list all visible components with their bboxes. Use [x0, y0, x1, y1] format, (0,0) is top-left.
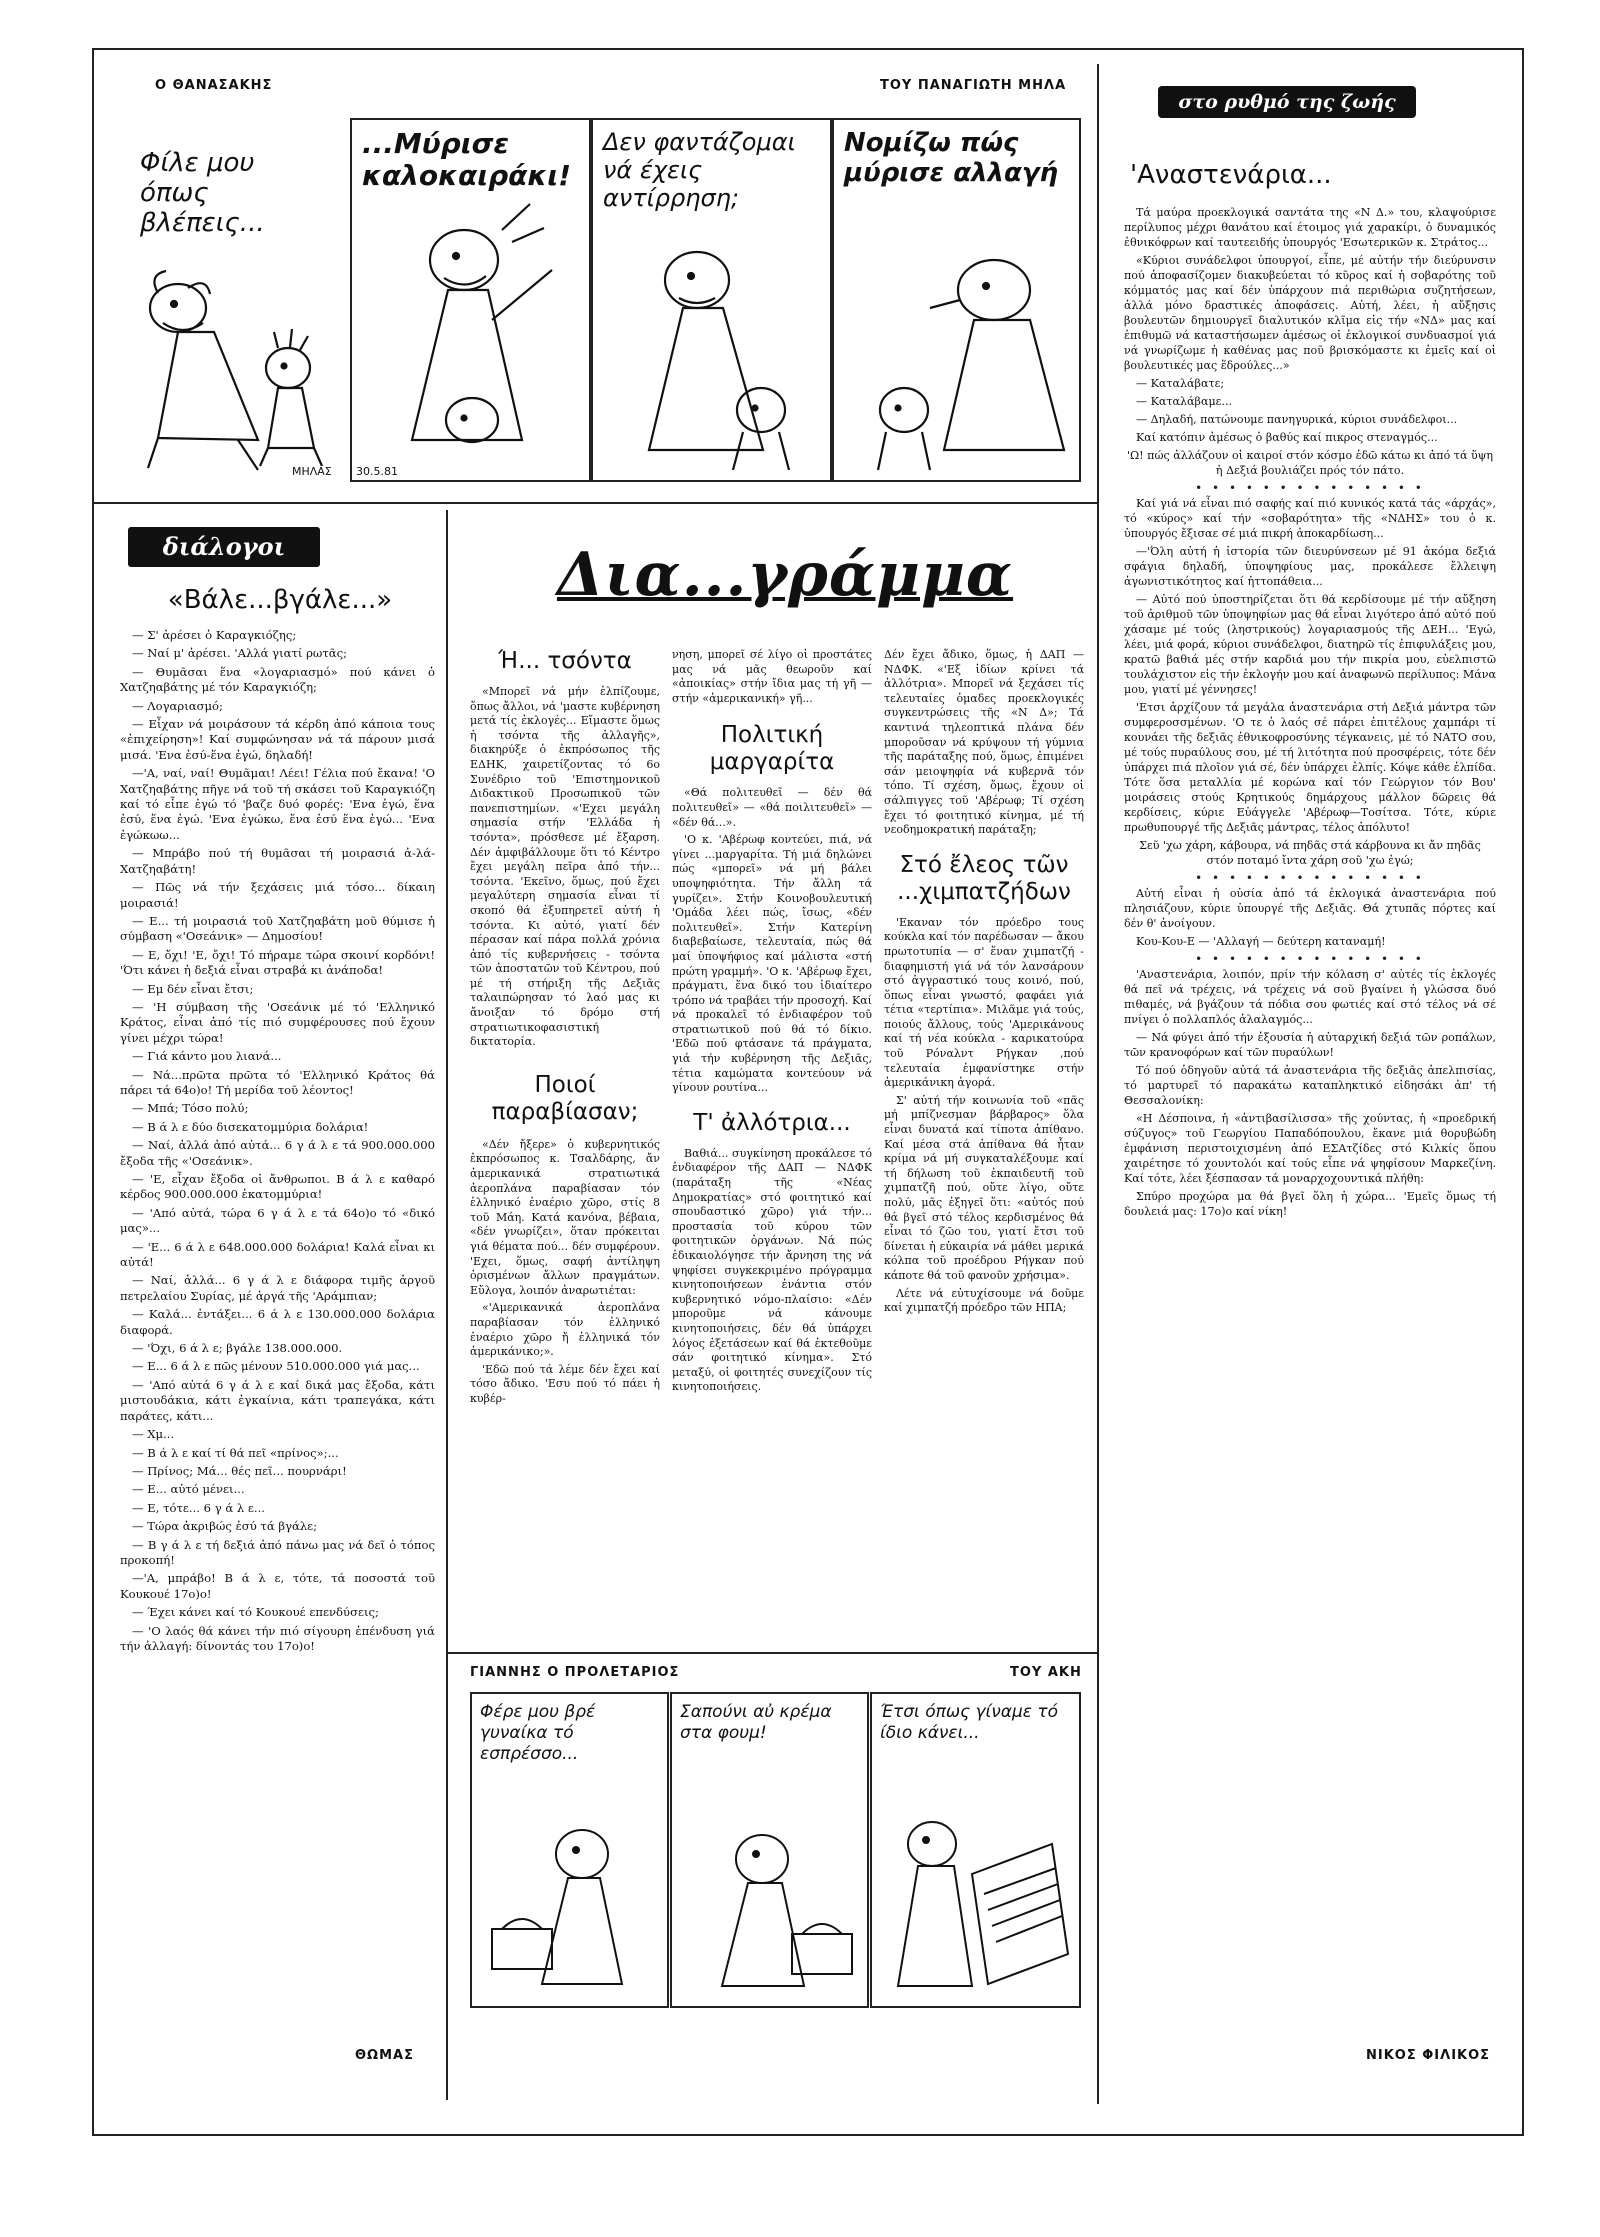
dialogue-line: — Μπά; Τόσο πολύ;	[132, 1101, 249, 1116]
top-strip-date: 30.5.81	[356, 465, 398, 478]
article-paragraph: Δέν ἔχει ἄδικο, ὅμως, ἡ ΔΑΠ — ΝΔΦΚ. «'Εξ ἰδίων κρίνει τά ἀλλότρια». Μπορεῖ νά ξεχάσει τίς τελευταίες ὁμαδες προεκλογικές συγκεντρώσεις τῆς «Ν Δ»; Τά καντινά τηλεοπτικά πλάνα δέν μποροῦσαν νά κρύψουν τή γύμνια τῆς παράταξης πού, ὅμως, ἐπιμένει σάν μειοψηφία νά κυβερνᾶ τόν τόπο. Τί σχέση, ὅμως, ἔχουν οἱ σάλπιγγες τοῦ 'Αβέρωφ; Τί σχέση ἔχει τό φοιτητικό κίνημα, μέ τή νεοδημοκρατική παράταξη;	[884, 648, 1084, 837]
man-with-child-figure-a	[352, 120, 589, 480]
bottom-strip-bubble-2: Σαπούνι αὐ κρέμα στα φουμ!	[680, 1702, 832, 1743]
article-paragraph: 'Εκαναν τόν πρόεδρο τους κούκλα καί τόν παρέδωσαν — ἄκου πρωτοτυπία — σ' ἕναν χιμπατζή - διαφημιστή γιά νά τόν λανσάρουν στό ἀγγραστικό τους κοινό, πού, ὅπως εἶναι γνωστό, φαφάει γιά τέτια «τερτίπια». Μιλᾶμε γιά τούς, ποιούς ἄλλους, τούς 'Αμερικάνους καί τή νέα κούκλα - καρικατούρα τοῦ Ρόναλντ Ρήγκαν ,πού τελευταία ἐμφανίστηκε στήν ἀμερικάνικη ἀγορά.	[884, 915, 1084, 1090]
bottom-strip-divider	[448, 1652, 1097, 1654]
subheading: Στό ἔλεος τῶν ...χιμπατζήδων	[897, 851, 1071, 905]
dialogue-line: — Ε... τή μοιρασιά τοῦ Χατζηαβάτη μοῦ θύμισε ἡ σύμβαση «'Οσεάνικ» — Δημοσίου!	[120, 913, 435, 944]
right-poem-2: Σεῦ 'χω χάρη, κάβουρα, νά πηδᾶς στά κάρβουνα κι ἄν πηδᾶς στόν ποταμό ἴντα χάρη σοῦ 'χω ἐγώ;	[1139, 839, 1481, 867]
dialogue-line: — Ναί, ἀλλά ἀπό αὐτά... 6 γ ά λ ε τά 900.000.000 ἔξοδα τῆς «'Οσεάνικ».	[120, 1138, 435, 1168]
dialogue-line: — Β γ ά λ ε τή δεξιά ἀπό πάνω μας νά δεῖ ὁ τόπος προκοπή!	[120, 1537, 435, 1567]
man-at-sink-figure	[472, 1694, 667, 2006]
dialogue-line: — Ναί, ἀλλά... 6 γ ά λ ε διάφορα τιμῆς ἀργοῦ πετρελαίου Συρίας, μέ ἀργά τῆς 'Αράμπιαν;	[120, 1273, 435, 1303]
dialogue-line: — Β ά λ ε δύο δισεκατομμύρια δολάρια!	[132, 1119, 369, 1134]
article-paragraph: «Μπορεῖ νά μήν ἐλπίζουμε, ὅπως ἄλλοι, νά 'μαστε κυβέρνηση μετά τίς ἐκλογές... Εἴμαστε ὅμως ἡ τσόντα τῆς ἀλλαγῆς», διακηρύξε ὁ ἐκπρόσωπος τῆς ΕΔΗΚ, χαιρετίζοντας τό 6ο Συνέδριο τοῦ 'Επιστημονικοῦ Διδακτικοῦ Προσωπικοῦ τῶν πανεπιστημίων. «'Εχει μεγάλη σημασία στήν 'Ελλάδα ἡ τσόντα», πρόσθεσε μέ ἔξαρση. Δέν ἀμφιβάλλουμε ὅτι τό Κέντρο ἔχει μεγάλη πεῖρα ἀπό τήν... τσόντα. 'Εκεῖνο, ὅμως, πού ἔχει μεγαλύτερη σημασία εἶναι τί σκοπό θά ἐξυπηρετεῖ αὐτή ἡ τσόντα. Κι αὐτό, γιατί δέν πέρασαν καί πάρα πολλά χρόνια ἀπό τίς κυβερνήσεις - τσόντα τῶν ἀποστατῶν τοῦ Κέντρου, πού μέ τή στήριξη τῆς Δεξιᾶς ταλαιπώρησαν τό λαό μας κι ἄνοιξαν τό δρόμο στή στρατιωτικοφασιστική δικτατορία.	[470, 685, 660, 1049]
article-paragraph: Βαθιά... συγκίνηση προκάλεσε τό ἐνδιαφέρον τῆς ΔΑΠ — ΝΔΦΚ (παράταξη τῆς «Νέας Δημοκρατίας» στό φοιτητικό καί σπουδαστικό χῶρο) γιά τήν... προστασία τοῦ κύρου τῶν φοιτητικῶν ὀργάνων. Νά πώς ἐδικαιολόγησε τήν ἄρνηση της νά ψηφίσει συγκεκριμένο πρόγραμμα κινητοποιήσεων ἐνάντια στόν κυβερνητικό νόμο-πλαίσιο: «Δέν μποροῦμε νά κάνουμε κινητοποιήσεις, δέν θά ὑπάρχει λόγος ἐξετάσεων καί θά ἐκτεθοῦμε σάν φοιτητικό κίνημα». Στό μεταξύ, οἱ φοιτητές συνεχίζουν τίς κινητοποιήσεις.	[672, 1146, 872, 1394]
article-paragraph: Σ' αὐτή τήν κοινωνία τοῦ «πᾶς μή μπίζνεσμαν βάρβαρος» ὅλα εἶναι δυνατά καί τίποτα ἀπίθανο. Καί μέσα στά ἀπίθανα θά ἦταν κρίμα νά μή συγκαταλέξουμε καί τή δήλωση τοῦ ἐκπαιδευτῆ τοῦ χιμπατζῆ πού, οὔτε λίγο, οὔτε πολύ, μᾶς ἐξηγεῖ ὅτι: «αὐτός πού θά βγεῖ στό τέλος κερδισμένος θά εἶναι τό ζῶο του, γιατί ἔτσι τοῦ δίνεται ἡ εὐκαιρία νά μάθει μερικά κόλπα τοῦ προέδρου Ρήγκαν πού κάποτε θά τοῦ φανοῦν χρήσιμα».	[884, 1093, 1084, 1282]
dialogue-line: — 'Ο λαός θά κάνει τήν πιό σίγουρη ἐπένδυση γιά τήν ἀλλαγή: δίνοντάς του 17ο)ο!	[120, 1623, 435, 1653]
dialogue-line: — Σ' ἀρέσει ὁ Καραγκιόζης;	[132, 628, 297, 642]
right-para-15: 'Αναστενάρια, λοιπόν, πρίν τήν κόλαση σ' αὐτές τίς ἐκλογές θά πεῖ νά τρέχεις, νά τρέχεις νά σοῦ βγαίνει ἡ γλώσσα δυό πιθαμές, νά βγάζουν τά πόδια σου φωτιές καί στό τέλος νά σέ πνίγει ὁ πολλαπλός ἀλαλαγμός...	[1124, 968, 1496, 1026]
bottom-strip-header-left: ΓΙΑΝΝΗΣ Ο ΠΡΟΛΕΤΑΡΙΟΣ	[470, 1665, 680, 1680]
dotted-separator: • • • • • • • • • • • • • •	[1195, 952, 1425, 966]
bottom-strip-panel-2	[670, 1692, 869, 2008]
dialogue-line: — 'Από αὐτά 6 γ ά λ ε καί δικά μας ἔξοδα, κάτι μιστουδάκια, κάτι ἐγκαίνια, κάτι τραπεγάκα, κάτι παράτες, κάτι...	[120, 1377, 435, 1423]
dialogue-line: — Γιά κάντο μου λιανά...	[132, 1049, 282, 1064]
article-paragraph: 'Εδῶ πού τά λέμε δέν ἔχει καί τόσο ἄδικο. 'Εσυ πού τό πάει ἡ κυβέρ-	[470, 1362, 660, 1405]
right-para-13: Αὐτή εἶναι ἡ οὐσία ἀπό τά ἐκλογικά ἀναστενάρια πού πλησιάζουν, κύριε ὑπουργέ τῆς Δεξιᾶς. Θά χτυπᾶς πόρτες καί δέν θ' ἀνοίγουν.	[1124, 887, 1496, 930]
dialogue-line: — Εμ δέν εἶναι ἔτσι;	[132, 981, 254, 996]
dialogue-line: — Μπράβο πού τή θυμᾶσαι τή μοιρασιά ἀ-λά-Χατζηαβάτη!	[120, 846, 435, 876]
right-column-signature: ΝΙΚΟΣ ΦΙΛΙΚΟΣ	[1366, 2048, 1491, 2063]
man-with-child-figure-b	[593, 120, 830, 480]
article-paragraph: «Δέν ἤξερε» ὁ κυβερνητικός ἐκπρόσωπος κ. Τσαλδάρης, ἄν ἀμερικανικά στρατιωτικά ἀεροπλάνα παραβίασαν τόν ἑλληνικό ἐναέριο χῶρο, στίς 8 τοῦ Μάη. Κατά κανόνα, βέβαια, «δέν γνωρίζει», ὅταν πρόκειται γιά θέματα πού... δέν συμφέρουν. 'Εχει, ὅμως, σαφή ἀντίληψη ὁρισμένων ἄλλων πραγμάτων. Εὔλογα, λοιπόν ἀναρωτιέται:	[470, 1137, 660, 1297]
header-cartoonist-right: ΤΟΥ ΠΑΝΑΓΙΩΤΗ ΜΗΛΑ	[880, 78, 1067, 93]
right-para-17: Τό πού ὁδηγοῦν αὐτά τά ἀναστενάρια τῆς δεξιᾶς ἀπελπισίας, τό μαρτυρεῖ τό παρακάτω καταπληκτικό εἰδησάκι ἀπ' τή Θεσσαλονίκη:	[1124, 1064, 1496, 1107]
top-strip-panel-3	[591, 118, 832, 482]
article-paragraph: 'Ο κ. 'Αβέρωφ κοντεύει, πιά, νά γίνει ...μαργαρίτα. Τή μιά δηλώνει πώς «μπορεῖ» νά μή βάλει υποψηφιότητα. Τήν ἄλλη τά γυρίζει». Στήν Κοινοβουλευτική 'Ομάδα λέει πώς, ἴσως, «δέν πολιτευθεῖ». Στήν Κατερίνη διαβεβαίωσε, τελευταία, πώς θά μαί ὑποψήφιος καί μάλιστα «στή πρώτη γραμμή». 'Ο κ. 'Αβέρωφ ἔχει, πράγματι, ἕνα δικό του ἰδιαίτερο τρόπο νά τραβάει τήν προσοχή. Καί νά προκαλεῖ τό ἐνδιαφέρον τοῦ στρατιωτικοῦ πού θά τό δίκιο. 'Εδῶ πού φτάσανε τά πράγματα, γιά τήν κυβέρνηση τῆς Δεξιᾶς, τέτια καμώματα κοντεύουν νά γίνουν ρουτίνα...	[672, 833, 872, 1095]
dialogue-line: — Καλά... ἐντάξει... 6 ά λ ε 130.000.000 δολάρια διαφορά.	[120, 1307, 435, 1337]
top-strip-divider	[92, 502, 1097, 504]
center-column-1	[470, 648, 660, 1410]
dialogue-line: — 'Η σύμβαση τῆς 'Οσεάνικ μέ τό 'Ελληνικό Κράτος, εἶναι ἀπό τίς πιό συμφέρουσες πού ἔχουν γίνει μέχρι τώρα!	[120, 999, 435, 1045]
top-strip-panel-4	[832, 118, 1081, 482]
left-column-body	[120, 628, 435, 1657]
article-paragraph: «Θά πολιτευθεῖ — δέν θά πολιτευθεῖ» — «θά ποιλιτευθεῖ» — «δέν θά...».	[672, 786, 872, 829]
man-washing-figure	[672, 1694, 867, 2006]
dialogue-line: — 'Ε, εἶχαν ἔξοδα οἱ ἄνθρωποι. Β ά λ ε καθαρό κέρδος 900.000.000 ἑκατομμύρια!	[120, 1172, 435, 1202]
dialogue-line: — Έχει κάνει καί τό Κουκουέ επενδύσεις;	[132, 1605, 379, 1620]
right-poem-1: 'Ω! πώς ἀλλάζουν οἱ καιροί στόν κόσμο ἐδῶ κάτω κι ἀπό τά ὕψη ἡ Δεξιά βουλιάζει πρός τόν πάτο.	[1126, 449, 1494, 477]
dialogue-line: — Ε, τότε... 6 γ ά λ ε...	[132, 1500, 265, 1515]
top-strip-panel-1	[118, 118, 346, 478]
left-column-signature: ΘΩΜΑΣ	[355, 2048, 414, 2063]
bottom-strip-panel-1	[470, 1692, 669, 2008]
right-para-16: — Νά φύγει ἀπό τήν ἐξουσία ἡ αὐταρχική δεξιά τῶν ροπάλων, τῶν κρανοφόρων καί τῶν πυραύλων!	[1124, 1031, 1496, 1059]
dialogue-line: — Χμ...	[132, 1427, 175, 1442]
man-reading-newspaper-figure	[872, 1694, 1079, 2006]
old-man-figure	[118, 118, 346, 478]
dialogue-line: — Νά...πρῶτα πρῶτα τό 'Ελληνικό Κράτος θά πάρει τά 64ο)ο! Τή μερίδα τοῦ λέοντος!	[120, 1067, 435, 1097]
bottom-strip-header-right: ΤΟΥ ΑΚΗ	[1010, 1665, 1082, 1680]
subheading: Πολιτική μαργαρίτα	[709, 722, 835, 776]
right-para-14: Κου-Κου-Ε — 'Αλλαγή — δεύτερη καταναμή!	[1136, 935, 1386, 948]
dotted-separator: • • • • • • • • • • • • • •	[1195, 481, 1425, 495]
right-para-8: Καί γιά νά εἶναι πιό σαφής καί πιό κυνικός κατά τάς «άρχάς», τό «κύρος» καί τήν «σοβαρότητα» τῆς «ΝΔΗΣ» του ὁ κ. ὑπουργός ἔξισαε σέ μιά πικρή ἀποκαρδίωση...	[1124, 497, 1496, 540]
top-strip-panel-2	[350, 118, 591, 482]
dialogue-line: — Πῶς νά τήν ξεχάσεις μιά τόσο... δίκαιη μοιρασιά!	[120, 880, 435, 910]
dialogue-line: — Ναί μ' ἀρέσει. 'Αλλά γιατί ρωτᾶς;	[132, 646, 348, 661]
bottom-strip-bubble-3: Έτσι όπως γίναμε τό ίδιο κάνει...	[880, 1702, 1059, 1743]
dialogue-line: — Πρίνος; Μά... θές πεῖ... πουρνάρι!	[132, 1463, 347, 1478]
right-para-9: —'Όλη αὐτή ἡ ἱστορία τῶν διευρύνσεων μέ 91 ἀκόμα δεξιά σφάγια δηλαδή, ὑποψηφίους μας, προκάλεσε ἔλλειψη ἀγωνιστικότητος καί ἡττοπάθεια...	[1124, 545, 1496, 588]
top-strip-bubble-1: Φίλε μου όπως βλέπεις...	[140, 148, 265, 238]
top-strip-bubble-3: Δεν φαντάζομαι νά έχεις αντίρρηση;	[603, 128, 796, 212]
top-strip-bubble-2: ...Μύρισε καλοκαιράκι!	[362, 127, 571, 192]
left-column-badge: διάλογοι	[128, 527, 320, 567]
top-strip-signature: ΜΗΛΑΣ	[292, 465, 332, 478]
center-column-3	[884, 648, 1084, 1319]
dialogue-line: — 'Ε... 6 ά λ ε 648.000.000 δολάρια! Καλά εἶναι κι αὐτά!	[120, 1239, 435, 1270]
man-sniffing-figure	[834, 120, 1079, 480]
dialogue-line: — Β ά λ ε καί τί θά πεῖ «πρίνος»;...	[132, 1445, 339, 1460]
subheading: Ή... τσόντα	[498, 648, 632, 674]
right-para-10: — Αὐτό πού ὑποστηρίζεται ὅτι θά κερδίσουμε μέ τήν αὔξηση τοῦ ἀριθμοῦ τῶν ὑποψηφίων μας θά εἶναι λιγότερο ἀπό αὐτό πού χάσαμε μέ τούς (ληστρικούς) λογαριασμούς τῆς ΔΕΗ... 'Εγώ, λέει, μιά φορά, κύριοι συνάδελφοι, διατηρῶ τίς ἐπιφυλάξεις μου, κρατῶ βαθιά μές στήν καρδιά μου τήν πικρία μου, εὐελπιστῶ τουλάχιστον εἰς τήν ἐκλογήν μου καί ἀναφωνῶ περίλυπος: Μάνα μου, γιατί μέ γέννησες!	[1124, 593, 1496, 696]
dialogue-line: — Ε... αὐτό μένει...	[132, 1482, 245, 1497]
dotted-separator: • • • • • • • • • • • • • •	[1195, 871, 1425, 885]
right-para-1: Τά μαύρα προεκλογικά σαντάτα της «Ν Δ.» του, κλαψούρισε περίλυπος μέχρι θανάτου καί έτοιμος γιά χαρακίρι, ὁ δυναμικός ἐθνικόφρων καί ταυτεειδής ὑπουργός 'Εσωτερικῶν κ. Στράτος...	[1124, 206, 1496, 249]
center-headline: Δια...γράμμα	[556, 540, 1014, 610]
right-para-18: «Η Δέσποινα, ἡ «ἀντιβασίλισσα» τῆς χούντας, ἡ «προεδρική σύζυγος» τοῦ Γεωργίου Παπαδόπουλου, ἔκανε μιά θορυβώδη ἐμφάνιση περιστοιχισμένη ἀπό ΕΣΑτζίδες στό Κιλκίς ὅπου χαιρέτησε τό χουντολόι καί τούς εἶπε νά ψηφίσουν Μαρκεζίνη. Καί τότε, λέει ξέσπασαν τά μοναρχοχουντικά πλήθη:	[1124, 1112, 1496, 1185]
right-para-11: 'Ετσι ἀρχίζουν τά μεγάλα ἀναστενάρια στή Δεξιά μάντρα τῶν συμφεροσσμένων. 'Ο τε ὁ λαός σέ πάρει ἐπιτέλους χαμπάρι τί κουνάει τῆς δεξιᾶς ἐθνικοφροσύνης τέγκανεις, μέ τό ΝΑΤΟ σου, μέ τούς πυραύλους σου, μέ τή λιτότητα πού προσφέρεις, τότε δέν ὑπάρχει πιά πλοῖον γιά σέ, δέν ὑπάρχει ἐλπίς. Κόψε κάθε ἐλπίδα. Τότε ὅσα μεταλλία μέ κορώνα καί τόν Γεώργιον τόν Βου' μοιράσεις στούς Κρητικούς δημάρχους μάλλον δῶρεις θά κερδίσεις, κύριε Εὐάγγελε 'Αβέρωφ—Τοσίτσα. Τότε, κύριε πρωθυπουργέ τῆς Δεξιᾶς μάντρας, τέλος ἀπόλυτο!	[1124, 701, 1496, 834]
left-column-title: «Βάλε...βγάλε...»	[167, 585, 393, 615]
right-para-6: Καί κατόπιν ἀμέσως ὁ βαθύς καί πικρος στεναγμός...	[1136, 431, 1438, 444]
dialogue-line: —'Α, ναί, ναί! Θυμᾶμαι! Λέει! Γέλια πού ἔκανα! 'Ο Χατζηαβάτης πῆγε νά τοῦ τή σκάσει τοῦ Καραγκιόζη καί τό εἶπε ἐγώ τό 'βαζε δυό φορές: 'Ενα ἐγώ, ἕνα ἐσύ, ἕνα ἐγώ. 'Ενα ἐγώκω, ἕνα ἐσύ ἕνα ἐγώ... 'Ενα ἐγώκωω...	[120, 766, 435, 842]
dialogue-line: — Τώρα ἀκριβώς ἐσύ τά βγάλε;	[132, 1519, 318, 1534]
top-strip-bubble-4: Νομίζω πώς μύρισε αλλαγή	[844, 128, 1059, 188]
dialogue-line: — Εἶχαν νά μοιράσουν τά κέρδη ἀπό κάποια τους «ἐπιχείρηση»! Καί συμφώνησαν νά τά πάρουν μισά μισά. 'Ενα ἐσύ-ἕνα ἐγώ, δηλαδή!	[120, 717, 435, 762]
bottom-strip-panel-3	[870, 1692, 1081, 2008]
article-paragraph: «'Αμερικανικά ἀεροπλάνα παραβίασαν τόν ἑλληνικό ἐναέριο χῶρο ἤ ἑλληνικά τόν ἀμερικάνικο;».	[470, 1301, 660, 1359]
right-column-divider	[1097, 64, 1099, 2104]
dialogue-line: — 'Όχι, 6 ά λ ε; βγάλε 138.000.000.	[132, 1341, 343, 1356]
bottom-strip-bubble-1: Φέρε μου βρέ γυναίκα τό εσπρέσσο...	[480, 1702, 596, 1764]
right-para-4: — Καταλάβαμε...	[1136, 395, 1232, 408]
subheading: Ποιοί παραβίασαν;	[491, 1071, 639, 1125]
right-para-2: «Κύριοι συνάδελφοι ὑπουργοί, εἶπε, μέ αὐτήν τήν διεύρυνσιν πού ἀποφασίζομεν διακυβεύεται τό κῦρος καί ἡ σοβαρότης τοῦ κόμματός μας καί δέν ὑπάρχουν πιά περιθώρια συζητήσεων, ἀλλά μόνο δραστικές ἀποφάσεις. Αὐτή, λέει, ἡ αὔξησις βουλευτῶν δημιουργεῖ διαλυτικόν κλῖμα εἰς τήν «ΝΔ» μας καί ἐπιθυμῶ νά καταστήσωμεν ἀμέσως οἱ ἐκλογικοί συνδυασμοί γιά νά γνωρίζωμε ἡ καθένας μας ποῦ βρισκόμαστε κι ἐμεῖς καί οἱ βουλευτικές μας ἕδρούλες...»	[1124, 254, 1496, 372]
left-column-divider	[446, 510, 448, 2100]
dialogue-line: — Θυμᾶσαι ἕνα «λογαριασμό» πού κάνει ὁ Χατζηαβάτης μέ τόν Καραγκιόζη;	[120, 664, 435, 695]
dialogue-line: — Ε... 6 ά λ ε πῶς μένουν 510.000.000 γιά μας...	[132, 1359, 420, 1374]
header-cartoonist-left: Ο ΘΑΝΑΣΑΚΗΣ	[155, 78, 273, 93]
right-column-title: 'Αναστενάρια...	[1130, 160, 1332, 190]
subheading: Τ' ἀλλότρια...	[693, 1109, 851, 1136]
right-column-body	[1124, 205, 1496, 1222]
article-paragraph: Λέτε νά εὐτυχίσουμε νά δοῦμε καί χιμπατζή πρόεδρο τῶν ΗΠΑ;	[884, 1286, 1084, 1315]
right-column-badge: στο ρυθμό της ζωής	[1158, 86, 1416, 118]
dialogue-line: —'Α, μπράβο! Β ά λ ε, τότε, τά ποσοστά τοῦ Κουκουέ 17ο)ο!	[120, 1571, 435, 1601]
right-para-3: — Καταλάβατε;	[1136, 377, 1225, 390]
dialogue-line: — Ε, ὄχι! 'Ε, ὄχι! Τό πήραμε τώρα σκοινί κορδόνι! 'Ότι κάνει ἡ δεξιά εἶναι στραβά κι ἀνάποδα!	[120, 947, 435, 978]
article-paragraph: νηση, μπορεῖ σέ λίγο οἱ προστάτες μας νά μᾶς θεωροῦν καί «ἀποικίας» στήν ἴδια μας τή γῆ — στήν «ἀμερικανική» γῆ...	[672, 648, 872, 705]
dialogue-line: — Λογαριασμό;	[132, 698, 223, 713]
center-column-2	[672, 648, 872, 1398]
dialogue-line: — 'Από αὐτά, τώρα 6 γ ά λ ε τά 64ο)ο τό «δικό μας»...	[120, 1205, 435, 1236]
right-para-5: — Δηλαδή, πατώνουμε πανηγυρικά, κύριοι συνάδελφοι...	[1136, 413, 1458, 426]
right-para-19: Σπύρο προχώρα μα θά βγεῖ ὅλη ἡ χώρα... 'Εμεῖς ὅμως τή δουλειά μας: 17ο)ο καί νίκη!	[1124, 1190, 1496, 1218]
